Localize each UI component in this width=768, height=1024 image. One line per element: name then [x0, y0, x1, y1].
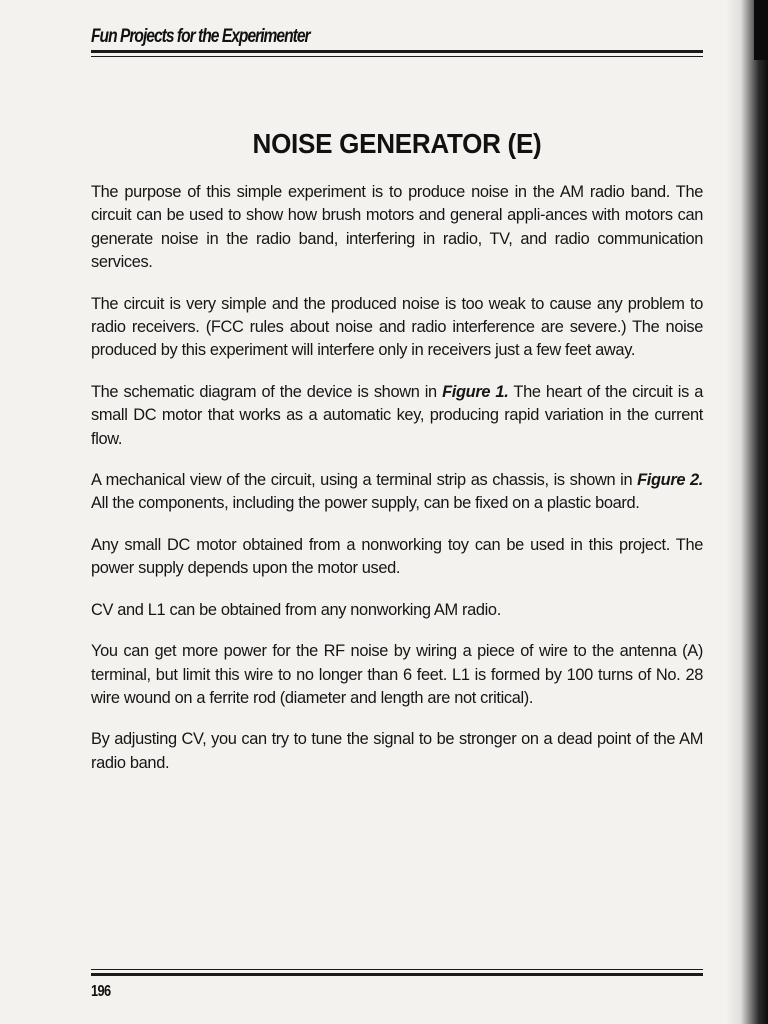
paragraph-text: A mechanical view of the circuit, using a terminal strip as chassis, is shown in [91, 471, 638, 490]
header-rule-thin [91, 56, 703, 57]
figure-reference: Figure 1. [442, 382, 509, 401]
paragraph-dc-motor: Any small DC motor obtained from a nonworking toy can be used in this project. The power supply depends upon the motor used. [91, 535, 703, 578]
page-edge-shadow [726, 0, 768, 1024]
paragraph-text: All the components, including the power supply, can be fixed on a plastic board. [91, 494, 640, 513]
page-corner-shadow [754, 0, 768, 60]
paragraph-text: The schematic diagram of the device is shown in [91, 382, 443, 401]
figure-reference: Figure 2. [637, 471, 703, 490]
running-header: Fun Projects for the Experimenter [91, 26, 310, 47]
header-rule-thick [91, 50, 703, 53]
paragraph-circuit-simple: The circuit is very simple and the produced noise is too weak to cause any problem to radio receivers. (FCC rules about noise and radio interference are severe.) The noise produced by this experiment will interfere only in receivers just a few feet away. [91, 294, 703, 360]
footer-rule-thin [91, 969, 703, 970]
article-body [91, 181, 703, 793]
paragraph-adjust-cv: By adjusting CV, you can try to tune the signal to be stronger on a dead point of the AM radio band. [91, 730, 703, 772]
page-title: NOISE GENERATOR (E) [252, 128, 542, 159]
page-number: 196 [91, 983, 111, 1000]
paragraph-mechanical-view [91, 469, 703, 516]
paragraph-cv-l1: CV and L1 can be obtained from any nonworking AM radio. [91, 600, 501, 619]
paragraph-antenna: You can get more power for the RF noise by wiring a piece of wire to the antenna (A) terminal, but limit this wire to no longer than 6 feet. L1 is formed by 100 turns of No. 28 wire wound on a ferrite rod (diameter and length are not critical). [91, 642, 703, 707]
paragraph-text: The heart of the circuit is a small DC motor that works as a automatic key, producing rapid variation in the current flow. [91, 382, 703, 448]
paragraph-schematic [91, 381, 703, 451]
paragraph-purpose: The purpose of this simple experiment is to produce noise in the AM radio band. The circuit can be used to show how brush motors and general appli-ances with motors can generate noise in the radio band, interfering in radio, TV, and radio communication services. [91, 183, 703, 272]
footer-rule-thick [91, 973, 703, 976]
